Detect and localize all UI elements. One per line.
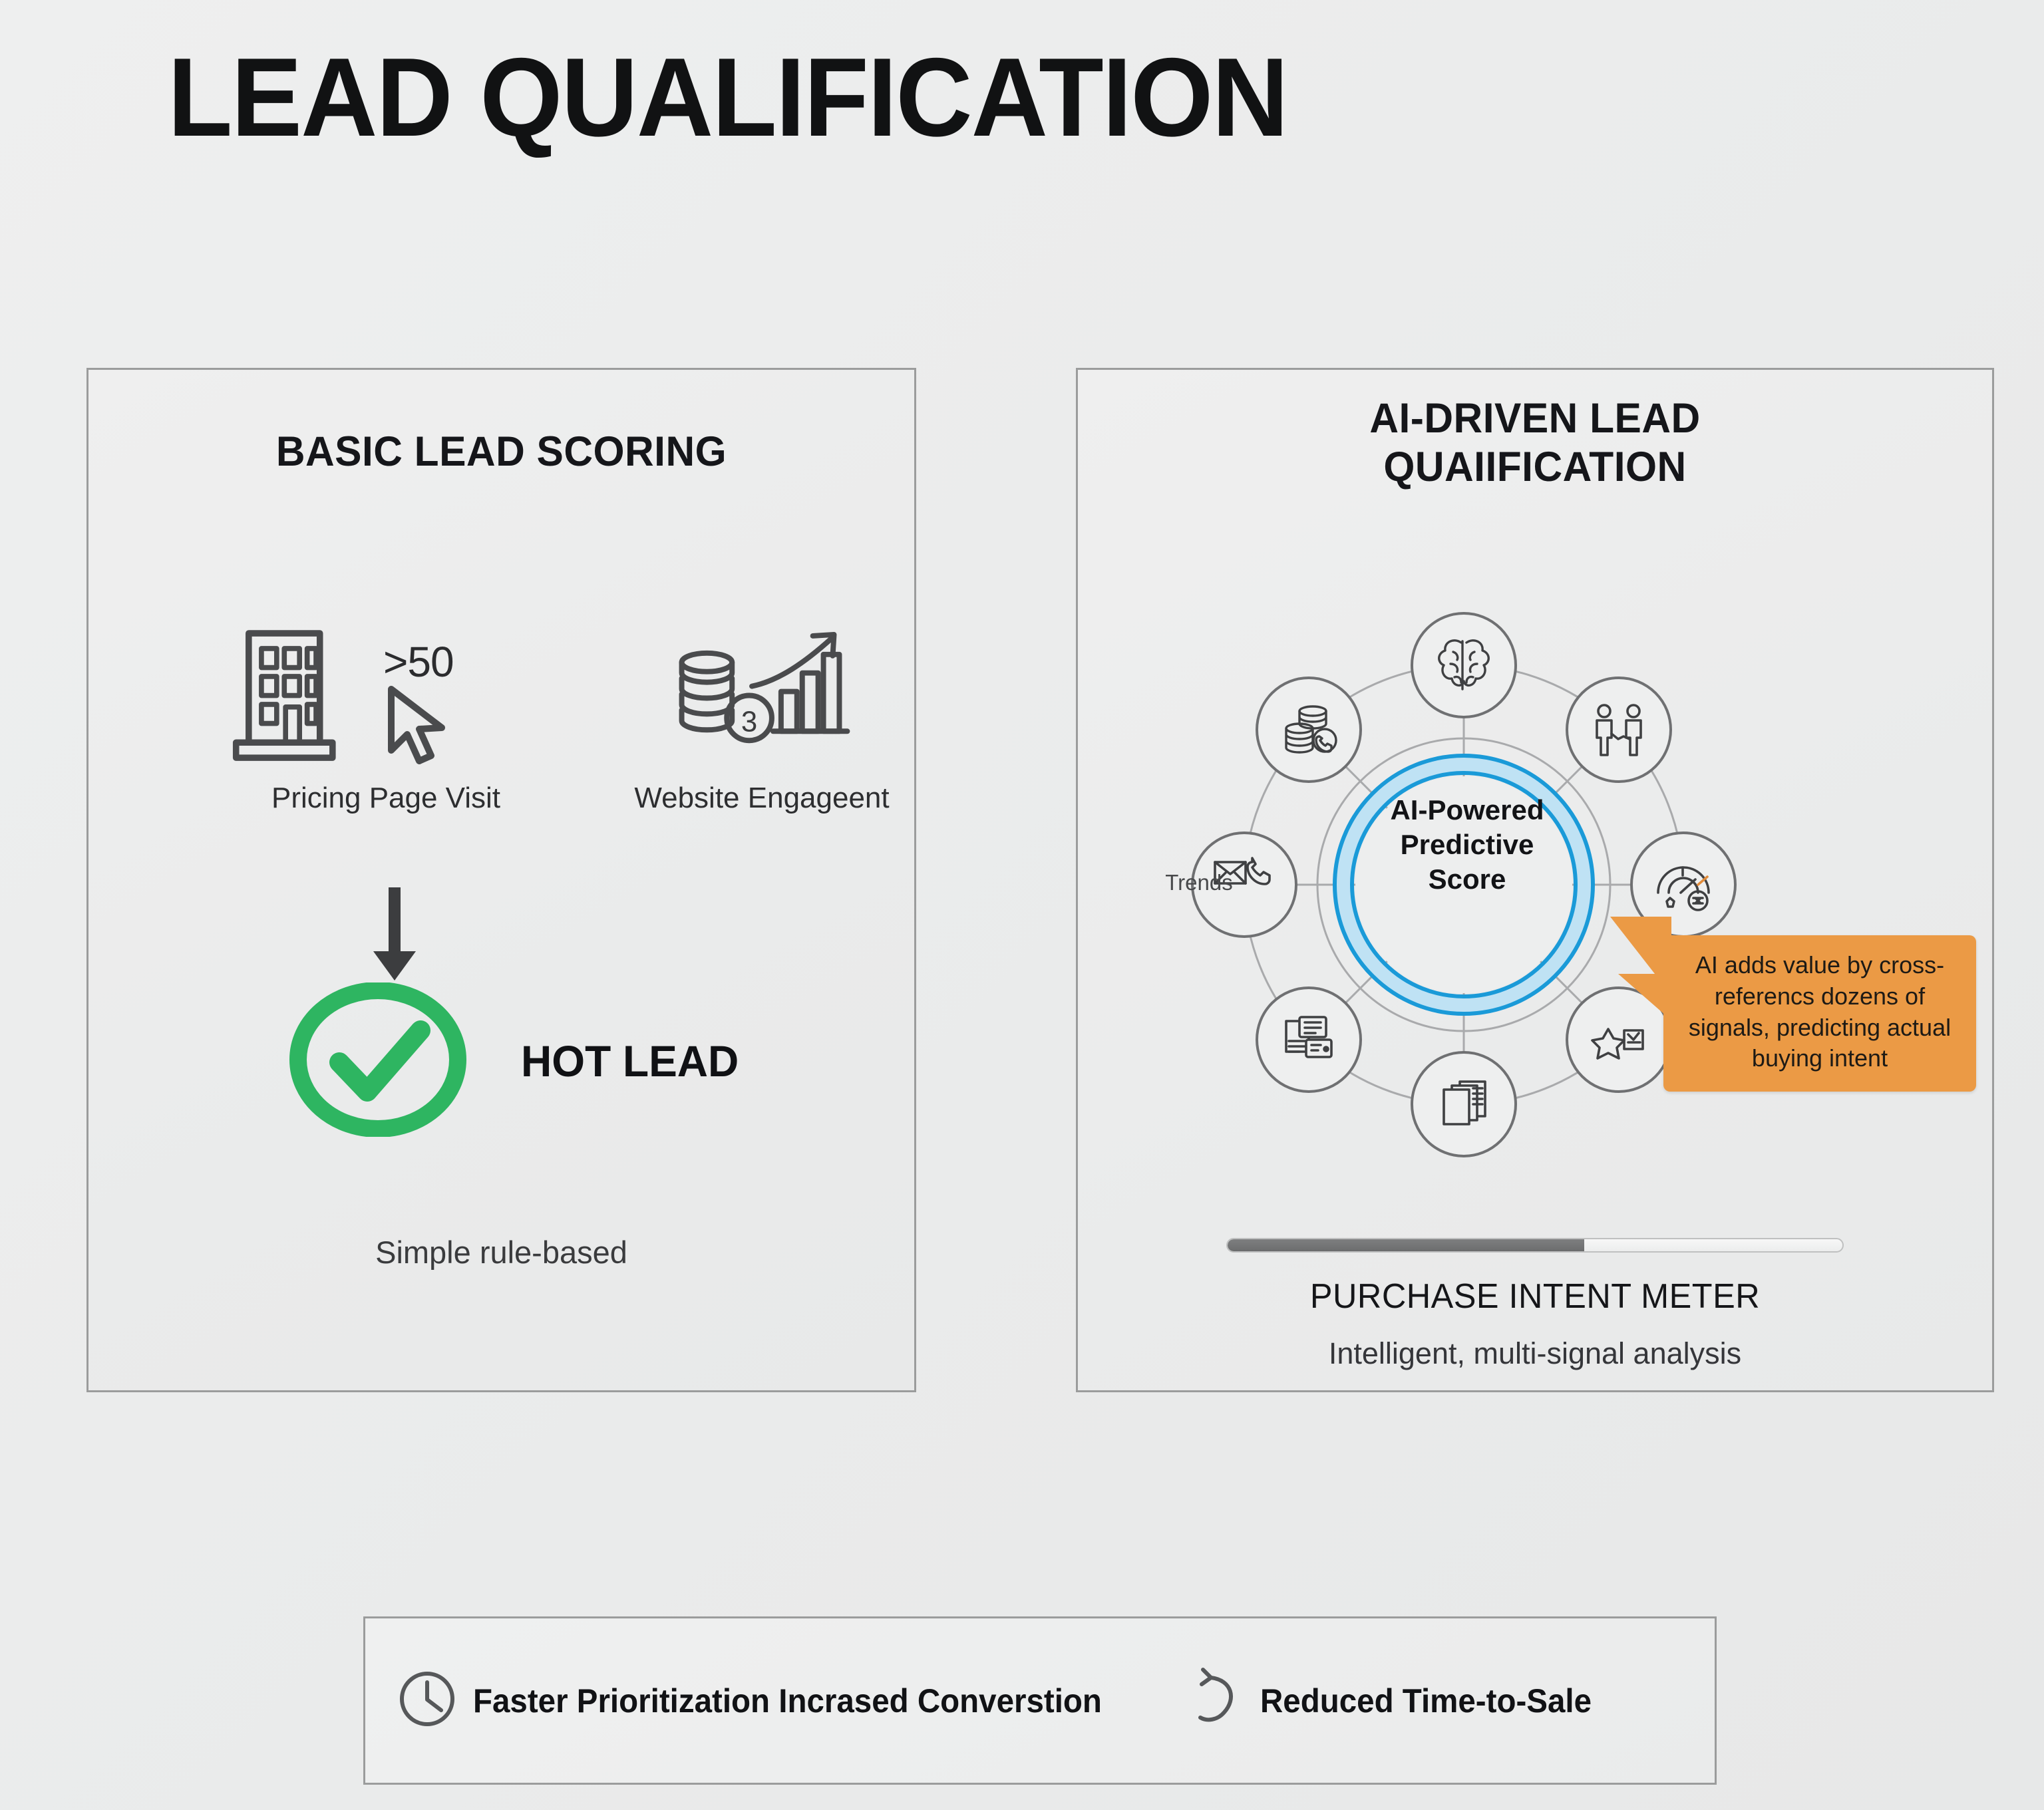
meter-subtitle: Intelligent, multi-signal analysis	[1328, 1336, 1742, 1370]
hot-lead-result	[286, 984, 792, 1137]
ai-signal-hub	[1131, 552, 1796, 1217]
node-caption-trends: Trends	[1165, 870, 1233, 895]
badge-count: 3	[741, 705, 758, 738]
benefit-faster-prioritization	[397, 1669, 1135, 1732]
hub-center-label	[1377, 793, 1557, 897]
node-handshake-circle	[1567, 678, 1671, 782]
ai-panel-title	[1095, 394, 1976, 492]
callout-text: AI adds value by cross-referencs dozens of signals, predicting actual buying intent	[1688, 951, 1952, 1072]
signal-label: Pricing Page Visit	[271, 782, 501, 814]
simple-rule-footnote: Simple rule-based	[375, 1235, 627, 1270]
clock-icon	[397, 1669, 457, 1732]
down-arrow-icon	[368, 885, 421, 988]
benefit-reduced-time-to-sale	[1188, 1667, 1609, 1734]
documents-list-icon	[1286, 1017, 1331, 1057]
hub-center-line3: Score	[1428, 863, 1506, 895]
ai-panel-title-line1: AI-DRIVEN LEAD	[1369, 395, 1701, 442]
ai-panel-title-line2: QUAIIFICATION	[1383, 444, 1687, 491]
hot-lead-label: HOT LEAD	[521, 1036, 739, 1086]
meter-track	[1226, 1238, 1844, 1253]
hub-center-line2: Predictive	[1400, 829, 1534, 861]
benefit-label: Faster Prioritization Incrased Converstion	[473, 1682, 1102, 1720]
signal-pricing-page-visit	[200, 625, 572, 816]
purchase-intent-meter	[1226, 1238, 1844, 1371]
signal-website-engagement	[619, 625, 905, 816]
curved-arrow-icon	[1188, 1667, 1244, 1734]
ai-value-callout	[1663, 935, 1976, 1092]
score-threshold-label: >50	[383, 638, 454, 686]
meter-fill	[1228, 1239, 1584, 1251]
benefits-bar	[363, 1616, 1717, 1785]
signal-label: Website Engageent	[634, 782, 890, 814]
node-brain-circle	[1412, 613, 1516, 717]
green-check-circle-icon	[286, 982, 471, 1140]
hub-center-line1: AI-Powered	[1390, 794, 1544, 826]
node-coins-circle	[1257, 678, 1361, 782]
callout-tail-lower	[1618, 974, 1671, 1020]
page-title: LEAD QUALIFICATION	[168, 35, 1287, 160]
basic-panel-title: BASIC LEAD SCORING	[275, 428, 727, 475]
meter-label: PURCHASE INTENT METER	[1309, 1277, 1761, 1316]
benefit-label: Reduced Time-to-Sale	[1260, 1682, 1592, 1720]
